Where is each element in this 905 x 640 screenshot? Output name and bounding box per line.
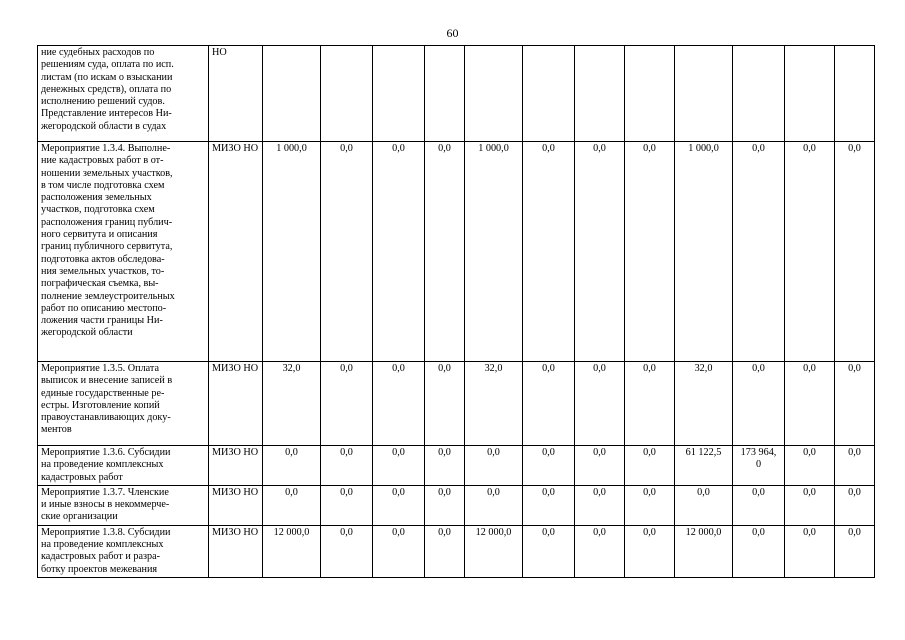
amount-cell: 0,0 <box>523 362 575 446</box>
amount-cell <box>675 46 733 142</box>
amount-cell: 0,0 <box>321 525 373 577</box>
table-row <box>38 46 875 142</box>
page-number: 60 <box>446 26 459 40</box>
amount-cell: 0,0 <box>785 525 835 577</box>
amount-cell: 0,0 <box>575 446 625 486</box>
amount-cell: 0,0 <box>321 485 373 525</box>
amount-cell: 32,0 <box>675 362 733 446</box>
amount-cell: 0,0 <box>321 446 373 486</box>
table-row <box>38 485 875 525</box>
amount-cell: 0,0 <box>373 485 425 525</box>
amount-cell: 0,0 <box>733 485 785 525</box>
amount-cell: 0,0 <box>263 446 321 486</box>
amount-cell: 0,0 <box>733 142 785 362</box>
executor-cell: МИЗО НО <box>209 142 263 362</box>
amount-cell <box>785 46 835 142</box>
amount-cell <box>733 46 785 142</box>
amount-cell: 0,0 <box>575 362 625 446</box>
executor-cell: МИЗО НО <box>209 446 263 486</box>
amount-cell: 32,0 <box>263 362 321 446</box>
amount-cell: 0,0 <box>835 142 875 362</box>
amount-cell: 12 000,0 <box>675 525 733 577</box>
amount-cell: 0,0 <box>625 362 675 446</box>
amount-cell <box>321 46 373 142</box>
amount-cell: 0,0 <box>373 362 425 446</box>
amount-cell: 0,0 <box>625 446 675 486</box>
amount-cell: 61 122,5 <box>675 446 733 486</box>
amount-cell: 0,0 <box>733 362 785 446</box>
amount-cell: 0,0 <box>425 362 465 446</box>
amount-cell: 0,0 <box>835 446 875 486</box>
amount-cell: 1 000,0 <box>465 142 523 362</box>
amount-cell: 0,0 <box>373 446 425 486</box>
table-row <box>38 525 875 577</box>
amount-cell: 0,0 <box>425 142 465 362</box>
amount-cell <box>465 46 523 142</box>
amount-cell: 0,0 <box>465 446 523 486</box>
amount-cell: 1 000,0 <box>263 142 321 362</box>
amount-cell: 0,0 <box>625 485 675 525</box>
amount-cell <box>263 46 321 142</box>
amount-cell: 0,0 <box>733 525 785 577</box>
amount-cell: 32,0 <box>465 362 523 446</box>
amount-cell: 0,0 <box>523 525 575 577</box>
amount-cell <box>625 46 675 142</box>
amount-cell: 0,0 <box>625 142 675 362</box>
activity-description-cell: ние судебных расходов по решениям суда, оплата по исп. листам (по искам о взыскании денежных средств), оплата по исполнению решений судов. Представление интересов Ни- жегородской области в судах <box>38 46 209 142</box>
amount-cell: 0,0 <box>575 485 625 525</box>
amount-cell: 0,0 <box>425 525 465 577</box>
executor-cell: НО <box>209 46 263 142</box>
table-row <box>38 362 875 446</box>
executor-cell: МИЗО НО <box>209 525 263 577</box>
amount-cell <box>575 46 625 142</box>
activity-description-cell: Мероприятие 1.3.6. Субсидии на проведение комплексных кадастровых работ <box>38 446 209 486</box>
amount-cell: 0,0 <box>425 485 465 525</box>
amount-cell: 1 000,0 <box>675 142 733 362</box>
activity-description-cell: Мероприятие 1.3.4. Выполне- ние кадастровых работ в от- ношении земельных участков, в том числе подготовка схем расположения земельных участков, подготовка схем расположения границ публич- ного сервитута и описания границ публичного сервитута, подготовка актов обследова- ния земельных участков, то- пографическая съемка, вы- полнение землеустроительных работ по описанию местопо- ложения части границы Ни- жегородской области <box>38 142 209 362</box>
amount-cell: 0,0 <box>835 362 875 446</box>
amount-cell: 0,0 <box>425 446 465 486</box>
activity-description-cell: Мероприятие 1.3.5. Оплата выписок и внесение записей в единые государственные ре- естры. Изготовление копий правоустанавливающих доку- ментов <box>38 362 209 446</box>
budget-table <box>37 45 875 578</box>
amount-cell: 173 964, 0 <box>733 446 785 486</box>
table-row <box>38 446 875 486</box>
amount-cell: 0,0 <box>625 525 675 577</box>
amount-cell: 0,0 <box>373 142 425 362</box>
amount-cell <box>425 46 465 142</box>
amount-cell: 12 000,0 <box>465 525 523 577</box>
amount-cell: 0,0 <box>575 525 625 577</box>
amount-cell: 0,0 <box>785 362 835 446</box>
amount-cell: 0,0 <box>785 446 835 486</box>
amount-cell: 0,0 <box>263 485 321 525</box>
amount-cell: 0,0 <box>835 525 875 577</box>
amount-cell: 0,0 <box>373 525 425 577</box>
amount-cell: 0,0 <box>575 142 625 362</box>
amount-cell: 0,0 <box>523 485 575 525</box>
amount-cell: 0,0 <box>321 142 373 362</box>
amount-cell <box>523 46 575 142</box>
amount-cell <box>373 46 425 142</box>
amount-cell: 0,0 <box>675 485 733 525</box>
amount-cell: 0,0 <box>785 485 835 525</box>
amount-cell <box>835 46 875 142</box>
amount-cell: 0,0 <box>785 142 835 362</box>
amount-cell: 0,0 <box>523 446 575 486</box>
amount-cell: 0,0 <box>523 142 575 362</box>
amount-cell: 0,0 <box>465 485 523 525</box>
amount-cell: 12 000,0 <box>263 525 321 577</box>
executor-cell: МИЗО НО <box>209 362 263 446</box>
executor-cell: МИЗО НО <box>209 485 263 525</box>
amount-cell: 0,0 <box>835 485 875 525</box>
activity-description-cell: Мероприятие 1.3.8. Субсидии на проведение комплексных кадастровых работ и разра- ботку проектов межевания <box>38 525 209 577</box>
activity-description-cell: Мероприятие 1.3.7. Членские и иные взносы в некоммерче- ские организации <box>38 485 209 525</box>
amount-cell: 0,0 <box>321 362 373 446</box>
table-row <box>38 142 875 362</box>
